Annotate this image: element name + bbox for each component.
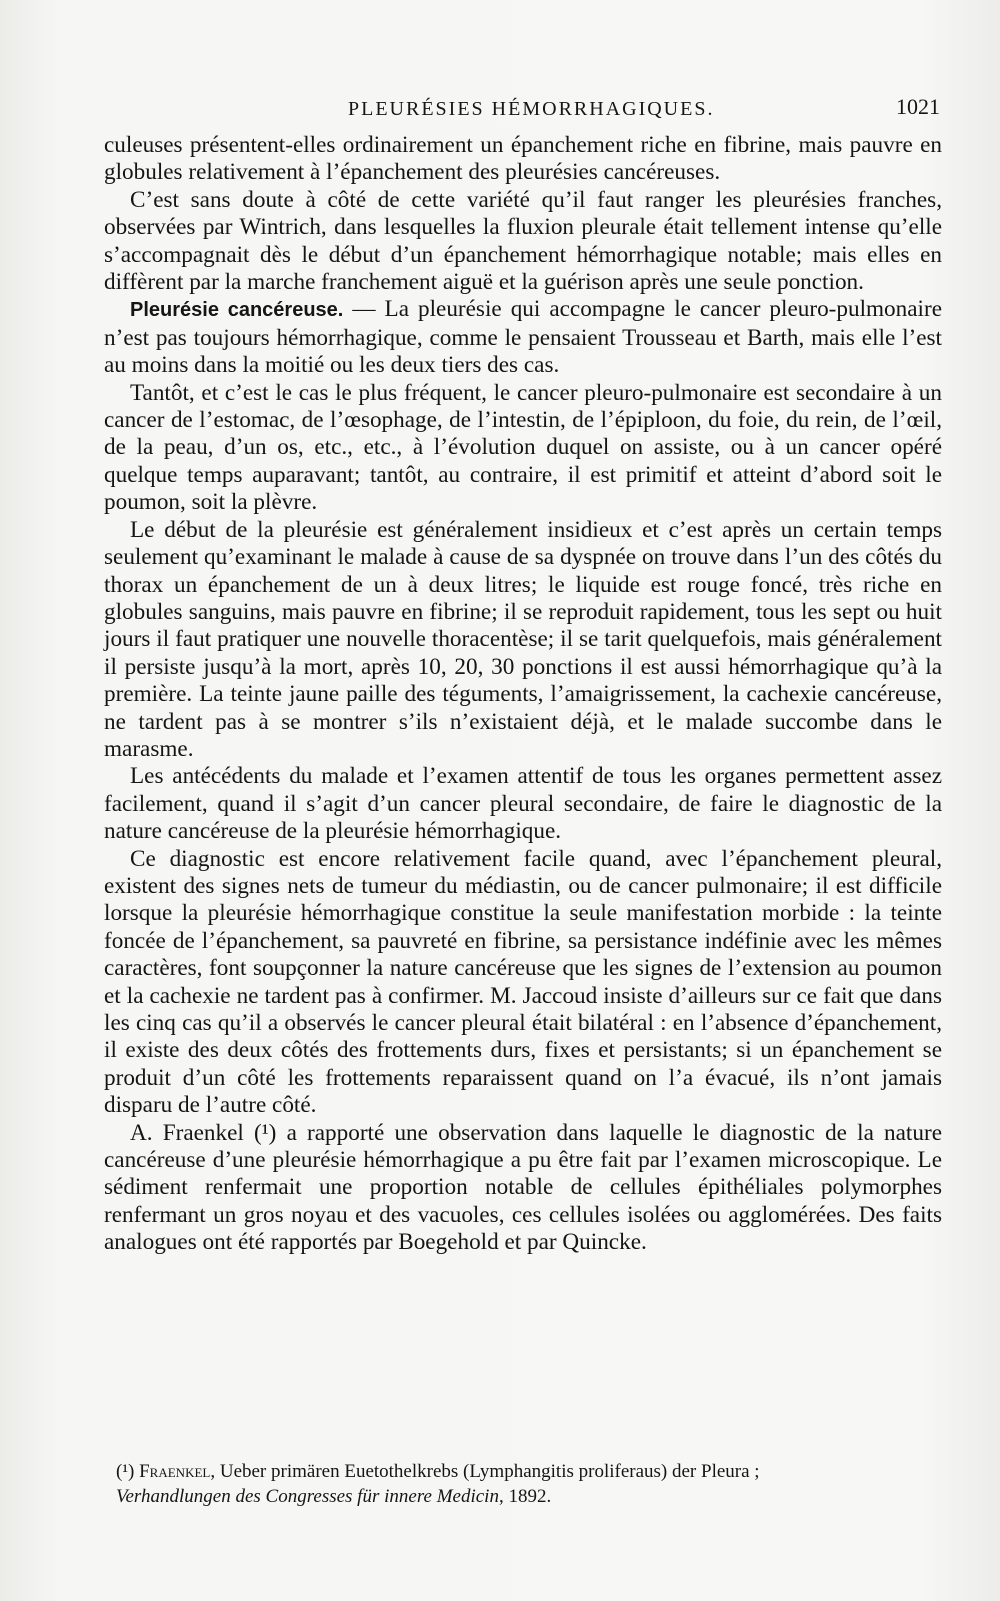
- footnote-line: [116, 1459, 942, 1484]
- running-title: PLEURÉSIES HÉMORRHAGIQUES.: [348, 98, 715, 120]
- paragraph: C’est sans doute à côté de cette variété qu’il faut ranger les pleurésies franches, observées par Wintrich, dans lesquelles la fluxion pleurale était tellement intense qu’elle s’accompagnait dès le début d’un épanchement hémorrhagique notable; mais elles en diffèrent par la marche franchement aiguë et la guérison après une seule ponction.: [104, 186, 942, 296]
- paragraph: culeuses présentent-elles ordinairement un épanchement riche en fibrine, mais pauvre en globules relativement à l’épanchement des pleurésies cancéreuses.: [104, 132, 942, 186]
- running-head: [108, 94, 940, 128]
- paragraph: Tantôt, et c’est le cas le plus fréquent, le cancer pleuro-pulmonaire est secondaire à un cancer de l’estomac, de l’œsophage, de l’intestin, de l’épiploon, du foie, du rein, de l’œil, de la peau, d’un os, etc., etc., à l’évolution duquel on assiste, ou à un cancer opéré quelque temps auparavant; tantôt, au contraire, il est primitif et atteint d’abord soit le poumon, soit la plèvre.: [104, 379, 942, 516]
- footnote: [116, 1459, 942, 1509]
- section-intro-text: — La pleurésie qui accompagne le cancer pleuro-pulmonaire n’est pas toujours hémorrhagique, comme le pensaient Trousseau et Barth, mais elle l’est au moins dans la moitié ou les deux tiers des cas.: [104, 296, 942, 379]
- paragraph: Le début de la pleurésie est généralement insidieux et c’est après un certain temps seulement qu’examinant le malade à cause de sa dyspnée on trouve dans l’un des côtés du thorax un épanchement de un à deux litres; le liquide est rouge foncé, très riche en globules sanguins, mais pauvre en fibrine; il se reproduit rapidement, tous les sept ou huit jours il faut pratiquer une nouvelle thoracentèse; il se tarit quelquefois, mais généralement il persiste jusqu’à la mort, après 10, 20, 30 ponctions il est aussi hémorrhagique qu’à la première. La teinte jaune paille des téguments, l’amaigrissement, la cachexie cancéreuse, ne tardent pas à se montrer s’ils n’existaient déjà, et le malade succombe dans le marasme.: [104, 516, 942, 762]
- footnote-author: Fraenkel: [139, 1461, 211, 1482]
- footnote-marker: (¹): [116, 1461, 135, 1482]
- paragraph: A. Fraenkel (¹) a rapporté une observation dans laquelle le diagnostic de la nature cancéreuse d’une pleurésie hémorrhagique a pu être fait par l’examen microscopique. Le sédiment renfermait une proportion notable de cellules épithéliales polymorphes renfermant un gros noyau et des vacuoles, ces cellules isolées ou agglomérées. Des faits analogues ont été rapportés par Boegehold et par Quincke.: [104, 1119, 942, 1256]
- section-heading: Pleurésie cancéreuse.: [130, 299, 344, 322]
- paragraph: Ce diagnostic est encore relativement facile quand, avec l’épanchement pleural, existent des signes nets de tumeur du médiastin, ou de cancer pulmonaire; il est difficile lorsque la pleurésie hémorrhagique constitue la seule manifestation morbide : la teinte foncée de l’épanchement, sa pauvreté en fibrine, sa persistance indéfinie avec les mêmes caractères, font soupçonner la nature cancéreuse que les signes de l’extension au poumon et la cachexie ne tardent pas à confirmer. M. Jaccoud insiste d’ailleurs sur ce fait que dans les cinq cas qu’il a observés le cancer pleural était bilatéral : en l’absence d’épanchement, il existe des deux côtés des frottements durs, fixes et persistants; si un épanchement se produit d’un côté les frottements reparaissent quand on l’a évacué, ils n’ont jamais disparu de l’autre côté.: [104, 845, 942, 1119]
- page-number: 1021: [896, 94, 940, 119]
- section-paragraph: [104, 296, 942, 379]
- paragraph: Les antécédents du malade et l’examen attentif de tous les organes permettent assez facilement, quand il s’agit d’un cancer pleural secondaire, de faire le diagnostic de la nature cancéreuse de la pleurésie hémorrhagique.: [104, 763, 942, 845]
- body-text: [104, 132, 942, 1257]
- footnote-text: , Ueber primären Euetothelkrebs (Lymphangitis proliferaus) der Pleura ;: [210, 1461, 760, 1482]
- footnote-line: [116, 1484, 942, 1509]
- footnote-source-title: Verhandlungen des Congresses für innere Medicin: [116, 1486, 499, 1507]
- footnote-year: , 1892.: [498, 1486, 552, 1507]
